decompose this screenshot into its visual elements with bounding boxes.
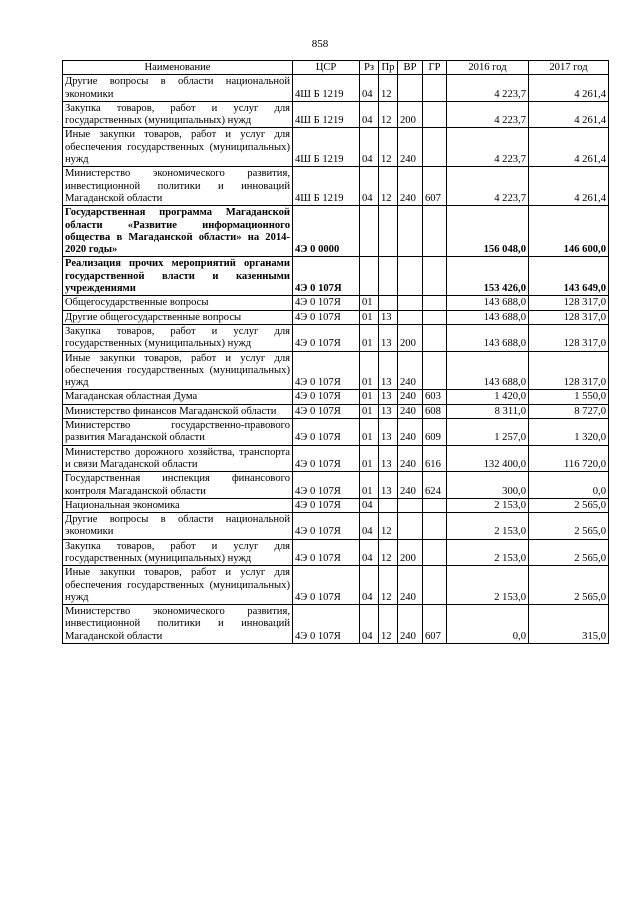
cell-gr xyxy=(423,310,447,324)
cell-rz: 04 xyxy=(360,539,379,566)
cell-gr xyxy=(423,75,447,102)
cell-pr xyxy=(379,296,398,310)
cell-2016: 143 688,0 xyxy=(447,296,529,310)
cell-vr xyxy=(398,310,423,324)
cell-name: Министерство экономического развития, инвестиционной политики и инноваций Магаданской области xyxy=(63,167,293,206)
cell-vr: 240 xyxy=(398,128,423,167)
cell-2016: 0,0 xyxy=(447,605,529,644)
cell-vr: 240 xyxy=(398,419,423,446)
cell-csr: 4Э 0 107Я xyxy=(293,257,360,296)
cell-vr xyxy=(398,206,423,257)
cell-2017: 8 727,0 xyxy=(529,404,609,418)
cell-2017: 2 565,0 xyxy=(529,539,609,566)
cell-rz: 01 xyxy=(360,390,379,404)
cell-csr: 4Э 0 107Я xyxy=(293,472,360,499)
cell-gr xyxy=(423,566,447,605)
cell-gr: 624 xyxy=(423,472,447,499)
cell-2016: 143 688,0 xyxy=(447,324,529,351)
cell-pr: 12 xyxy=(379,539,398,566)
cell-rz: 01 xyxy=(360,351,379,390)
cell-csr: 4Ш Б 1219 xyxy=(293,167,360,206)
cell-gr: 603 xyxy=(423,390,447,404)
cell-2016: 4 223,7 xyxy=(447,128,529,167)
cell-rz xyxy=(360,257,379,296)
cell-pr: 13 xyxy=(379,472,398,499)
header-rz: Рз xyxy=(360,61,379,75)
cell-2017: 4 261,4 xyxy=(529,128,609,167)
cell-csr: 4Ш Б 1219 xyxy=(293,128,360,167)
cell-rz: 04 xyxy=(360,513,379,540)
cell-pr: 12 xyxy=(379,101,398,128)
cell-csr: 4Э 0 107Я xyxy=(293,310,360,324)
cell-gr: 607 xyxy=(423,167,447,206)
cell-2017: 0,0 xyxy=(529,472,609,499)
header-pr: Пр xyxy=(379,61,398,75)
cell-2016: 4 223,7 xyxy=(447,101,529,128)
header-2016: 2016 год xyxy=(447,61,529,75)
cell-name: Иные закупки товаров, работ и услуг для обеспечения государственных (муниципальных) нужд xyxy=(63,128,293,167)
cell-2017: 128 317,0 xyxy=(529,324,609,351)
table-row xyxy=(63,605,609,644)
cell-rz: 04 xyxy=(360,498,379,512)
cell-gr xyxy=(423,351,447,390)
cell-rz: 04 xyxy=(360,75,379,102)
cell-vr xyxy=(398,257,423,296)
cell-pr: 12 xyxy=(379,128,398,167)
cell-2017: 128 317,0 xyxy=(529,296,609,310)
table-row xyxy=(63,539,609,566)
cell-vr: 200 xyxy=(398,539,423,566)
cell-2017: 4 261,4 xyxy=(529,167,609,206)
cell-name: Реализация прочих мероприятий органами государственной власти и казенными учреждениями xyxy=(63,257,293,296)
cell-gr: 607 xyxy=(423,605,447,644)
cell-csr: 4Э 0 107Я xyxy=(293,324,360,351)
cell-2017: 2 565,0 xyxy=(529,498,609,512)
table-row xyxy=(63,445,609,472)
cell-vr xyxy=(398,498,423,512)
cell-2016: 1 257,0 xyxy=(447,419,529,446)
cell-gr: 616 xyxy=(423,445,447,472)
cell-vr: 240 xyxy=(398,605,423,644)
cell-name: Государственная инспекция финансового контроля Магаданской области xyxy=(63,472,293,499)
cell-pr xyxy=(379,498,398,512)
cell-gr xyxy=(423,498,447,512)
cell-rz xyxy=(360,206,379,257)
cell-name: Иные закупки товаров, работ и услуг для обеспечения государственных (муниципальных) нужд xyxy=(63,351,293,390)
header-row xyxy=(63,61,609,75)
cell-rz: 01 xyxy=(360,324,379,351)
cell-2016: 153 426,0 xyxy=(447,257,529,296)
cell-2016: 2 153,0 xyxy=(447,539,529,566)
cell-csr: 4Э 0 107Я xyxy=(293,566,360,605)
cell-gr xyxy=(423,324,447,351)
cell-pr: 12 xyxy=(379,605,398,644)
cell-rz: 04 xyxy=(360,167,379,206)
cell-2017: 4 261,4 xyxy=(529,75,609,102)
cell-2017: 1 320,0 xyxy=(529,419,609,446)
cell-pr: 13 xyxy=(379,390,398,404)
cell-2016: 300,0 xyxy=(447,472,529,499)
cell-csr: 4Э 0 107Я xyxy=(293,498,360,512)
table-row xyxy=(63,296,609,310)
cell-gr xyxy=(423,128,447,167)
table-row xyxy=(63,75,609,102)
cell-name: Министерство государственно-правового развития Магаданской области xyxy=(63,419,293,446)
cell-2016: 143 688,0 xyxy=(447,310,529,324)
cell-vr: 240 xyxy=(398,472,423,499)
cell-csr: 4Э 0 107Я xyxy=(293,419,360,446)
cell-csr: 4Э 0 107Я xyxy=(293,390,360,404)
table-row xyxy=(63,324,609,351)
cell-csr: 4Э 0 107Я xyxy=(293,539,360,566)
cell-2016: 2 153,0 xyxy=(447,498,529,512)
table-row xyxy=(63,419,609,446)
table-row xyxy=(63,351,609,390)
cell-rz: 04 xyxy=(360,566,379,605)
table-row xyxy=(63,128,609,167)
cell-name: Министерство дорожного хозяйства, транспорта и связи Магаданской области xyxy=(63,445,293,472)
table-row xyxy=(63,404,609,418)
cell-pr: 13 xyxy=(379,445,398,472)
header-vr: ВР xyxy=(398,61,423,75)
table-row xyxy=(63,472,609,499)
table-row xyxy=(63,498,609,512)
cell-2016: 132 400,0 xyxy=(447,445,529,472)
cell-rz: 01 xyxy=(360,404,379,418)
cell-2016: 156 048,0 xyxy=(447,206,529,257)
cell-pr: 12 xyxy=(379,75,398,102)
cell-pr: 12 xyxy=(379,167,398,206)
cell-name: Государственная программа Магаданской области «Развитие информационного общества в Магаданской области» на 2014-2020 годы» xyxy=(63,206,293,257)
cell-csr: 4Э 0 107Я xyxy=(293,513,360,540)
cell-csr: 4Ш Б 1219 xyxy=(293,75,360,102)
header-csr: ЦСР xyxy=(293,61,360,75)
cell-2016: 8 311,0 xyxy=(447,404,529,418)
cell-name: Закупка товаров, работ и услуг для государственных (муниципальных) нужд xyxy=(63,324,293,351)
cell-csr: 4Ш Б 1219 xyxy=(293,101,360,128)
cell-name: Общегосударственные вопросы xyxy=(63,296,293,310)
cell-gr xyxy=(423,513,447,540)
cell-csr: 4Э 0 107Я xyxy=(293,605,360,644)
cell-pr: 13 xyxy=(379,310,398,324)
table-row xyxy=(63,310,609,324)
page-number: 858 xyxy=(311,38,329,50)
cell-pr: 13 xyxy=(379,419,398,446)
cell-name: Другие общегосударственные вопросы xyxy=(63,310,293,324)
cell-name: Национальная экономика xyxy=(63,498,293,512)
table-row xyxy=(63,167,609,206)
cell-vr xyxy=(398,75,423,102)
cell-pr: 13 xyxy=(379,351,398,390)
table-body xyxy=(63,75,609,644)
cell-2017: 128 317,0 xyxy=(529,310,609,324)
cell-rz: 04 xyxy=(360,101,379,128)
cell-rz: 01 xyxy=(360,472,379,499)
header-name: Наименование xyxy=(63,61,293,75)
cell-2017: 4 261,4 xyxy=(529,101,609,128)
cell-gr: 609 xyxy=(423,419,447,446)
table-row xyxy=(63,513,609,540)
cell-vr: 240 xyxy=(398,445,423,472)
header-gr: ГР xyxy=(423,61,447,75)
table-row xyxy=(63,390,609,404)
cell-vr: 200 xyxy=(398,101,423,128)
cell-2017: 2 565,0 xyxy=(529,566,609,605)
cell-csr: 4Э 0 107Я xyxy=(293,445,360,472)
cell-vr: 240 xyxy=(398,404,423,418)
cell-pr: 12 xyxy=(379,566,398,605)
cell-vr: 240 xyxy=(398,566,423,605)
cell-gr xyxy=(423,539,447,566)
cell-pr xyxy=(379,257,398,296)
cell-gr xyxy=(423,257,447,296)
cell-2016: 2 153,0 xyxy=(447,566,529,605)
cell-2017: 143 649,0 xyxy=(529,257,609,296)
cell-csr: 4Э 0 0000 xyxy=(293,206,360,257)
cell-name: Министерство экономического развития, инвестиционной политики и инноваций Магаданской области xyxy=(63,605,293,644)
table-row xyxy=(63,566,609,605)
cell-rz: 01 xyxy=(360,419,379,446)
cell-rz: 01 xyxy=(360,310,379,324)
cell-vr xyxy=(398,513,423,540)
cell-rz: 01 xyxy=(360,445,379,472)
cell-vr: 240 xyxy=(398,351,423,390)
table-row xyxy=(63,257,609,296)
cell-2016: 1 420,0 xyxy=(447,390,529,404)
cell-gr xyxy=(423,296,447,310)
table-row xyxy=(63,101,609,128)
header-2017: 2017 год xyxy=(529,61,609,75)
cell-2017: 116 720,0 xyxy=(529,445,609,472)
cell-vr: 240 xyxy=(398,390,423,404)
cell-name: Другие вопросы в области национальной экономики xyxy=(63,513,293,540)
budget-table xyxy=(62,60,609,644)
cell-vr xyxy=(398,296,423,310)
cell-gr: 608 xyxy=(423,404,447,418)
cell-2017: 2 565,0 xyxy=(529,513,609,540)
cell-vr: 240 xyxy=(398,167,423,206)
cell-2016: 4 223,7 xyxy=(447,167,529,206)
table-row xyxy=(63,206,609,257)
cell-rz: 04 xyxy=(360,128,379,167)
cell-pr xyxy=(379,206,398,257)
cell-gr xyxy=(423,206,447,257)
cell-pr: 13 xyxy=(379,404,398,418)
cell-csr: 4Э 0 107Я xyxy=(293,296,360,310)
cell-csr: 4Э 0 107Я xyxy=(293,351,360,390)
cell-pr: 13 xyxy=(379,324,398,351)
cell-name: Иные закупки товаров, работ и услуг для обеспечения государственных (муниципальных) нужд xyxy=(63,566,293,605)
cell-gr xyxy=(423,101,447,128)
cell-name: Закупка товаров, работ и услуг для государственных (муниципальных) нужд xyxy=(63,101,293,128)
cell-csr: 4Э 0 107Я xyxy=(293,404,360,418)
cell-pr: 12 xyxy=(379,513,398,540)
cell-2017: 146 600,0 xyxy=(529,206,609,257)
cell-rz: 04 xyxy=(360,605,379,644)
cell-2017: 315,0 xyxy=(529,605,609,644)
cell-rz: 01 xyxy=(360,296,379,310)
cell-2016: 4 223,7 xyxy=(447,75,529,102)
cell-name: Закупка товаров, работ и услуг для государственных (муниципальных) нужд xyxy=(63,539,293,566)
cell-vr: 200 xyxy=(398,324,423,351)
cell-name: Министерство финансов Магаданской области xyxy=(63,404,293,418)
cell-2017: 1 550,0 xyxy=(529,390,609,404)
cell-2016: 143 688,0 xyxy=(447,351,529,390)
cell-2017: 128 317,0 xyxy=(529,351,609,390)
cell-2016: 2 153,0 xyxy=(447,513,529,540)
cell-name: Другие вопросы в области национальной экономики xyxy=(63,75,293,102)
cell-name: Магаданская областная Дума xyxy=(63,390,293,404)
